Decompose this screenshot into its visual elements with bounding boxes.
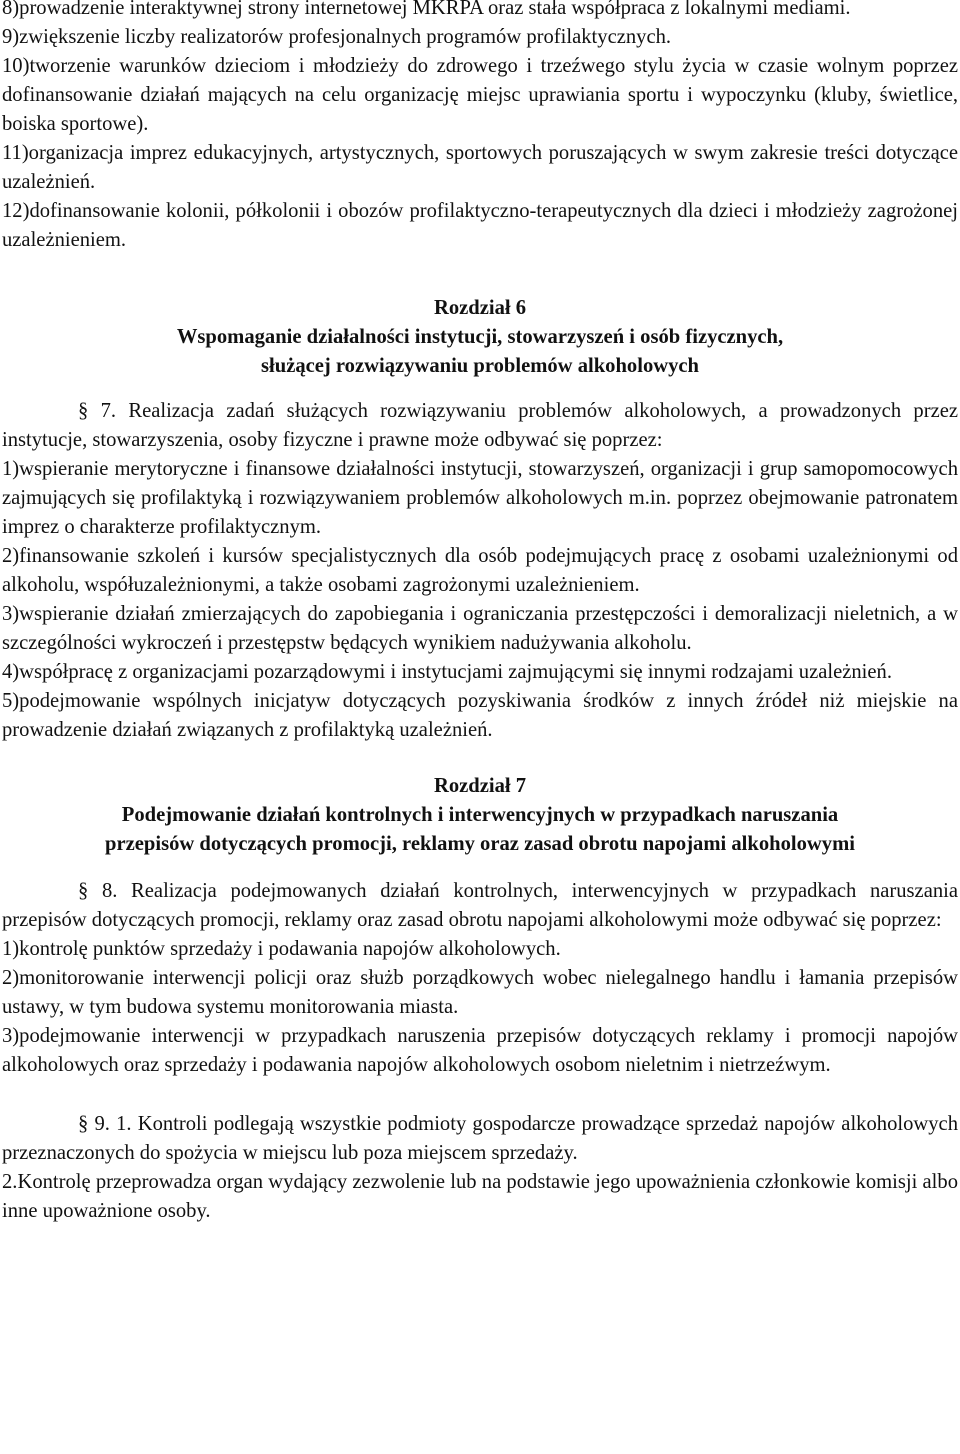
paragraph-9-item-2: 2.Kontrolę przeprowadza organ wydający zezwolenie lub na podstawie jego upoważnienia członkowie komisji albo inne upoważnione osoby. <box>2 1171 958 1222</box>
paragraph-9: § 9. 1. Kontroli podlegają wszystkie podmioty gospodarcze prowadzące sprzedaż napojów alkoholowych przeznaczonych do spożycia w miejscu lub poza miejscem sprzedaży. <box>2 1113 958 1164</box>
chapter-6-item-4: 4)współpracę z organizacjami pozarządowymi i instytucjami zajmującymi się innymi rodzajami uzależnień. <box>2 661 892 683</box>
chapter-7-title-line-2: przepisów dotyczących promocji, reklamy oraz zasad obrotu napojami alkoholowymi <box>105 833 855 855</box>
chapter-6-number: Rozdział 6 <box>433 297 527 319</box>
list-item-12: 12)dofinansowanie kolonii, półkolonii i obozów profilaktyczno-terapeutycznych dla dzieci i młodzieży zagrożonej uzależnieniem. <box>2 200 958 251</box>
chapter-7-number: Rozdział 7 <box>433 775 527 797</box>
list-item-8: 8)prowadzenie interaktywnej strony internetowej MKRPA oraz stała współpraca z lokalnymi mediami. <box>2 0 851 19</box>
list-item-11: 11)organizacja imprez edukacyjnych, artystycznych, sportowych poruszających w swym zakresie treści dotyczące uzależnień. <box>2 142 958 193</box>
chapter-6-item-5: 5)podejmowanie wspólnych inicjatyw dotyczących pozyskiwania środków z innych źródeł niż miejskie na prowadzenie działań związanych z profilaktyką uzależnień. <box>2 690 958 741</box>
list-item-10: 10)tworzenie warunków dzieciom i młodzieży do zdrowego i trzeźwego stylu życia w czasie wolnym poprzez dofinansowanie działań mających na celu organizację miejsc uprawiania sportu i wypoczynku (kluby, świetlice, boiska sportowe). <box>2 55 958 135</box>
paragraph-8: § 8. Realizacja podejmowanych działań kontrolnych, interwencyjnych w przypadkach naruszania przepisów dotyczących promocji, reklamy oraz zasad obrotu napojami alkoholowymi może odbywać się poprzez: <box>2 880 958 931</box>
paragraph-7: § 7. Realizacja zadań służących rozwiązywaniu problemów alkoholowych, a prowadzonych przez instytucje, stowarzyszenia, osoby fizyczne i prawne może odbywać się poprzez: <box>2 400 958 451</box>
chapter-7-item-3: 3)podejmowanie interwencji w przypadkach naruszenia przepisów dotyczących reklamy i promocji napojów alkoholowych oraz sprzedaży i podawania napojów alkoholowych osobom nieletnim i nietrzeźwym. <box>2 1025 958 1076</box>
chapter-6-item-1: 1)wspieranie merytoryczne i finansowe działalności instytucji, stowarzyszeń, organizacji i grup samopomocowych zajmujących się profilaktyką i rozwiązywaniem problemów alkoholowych m.in. poprzez obejmowanie patronatem imprez o charakterze profilaktycznym. <box>2 458 958 538</box>
chapter-7-item-1: 1)kontrolę punktów sprzedaży i podawania napojów alkoholowych. <box>2 938 561 960</box>
list-item-9: 9)zwiększenie liczby realizatorów profesjonalnych programów profilaktycznych. <box>2 26 672 48</box>
chapter-6-title-line-1: Wspomaganie działalności instytucji, stowarzyszeń i osób fizycznych, <box>176 326 784 348</box>
chapter-6-item-3: 3)wspieranie działań zmierzających do zapobiegania i ograniczania przestępczości i demoralizacji nieletnich, a w szczególności wykroczeń i przestępstw będących wynikiem nadużywania alkoholu. <box>2 603 958 654</box>
chapter-7-title-line-1: Podejmowanie działań kontrolnych i interwencyjnych w przypadkach naruszania <box>121 804 839 826</box>
chapter-6-title-line-2: służącej rozwiązywaniu problemów alkoholowych <box>261 355 699 377</box>
chapter-6-item-2: 2)finansowanie szkoleń i kursów specjalistycznych dla osób podejmujących pracę z osobami uzależnionymi od alkoholu, współuzależnionymi, a także osobami zagrożonymi uzależnieniem. <box>2 545 958 596</box>
chapter-7-item-2: 2)monitorowanie interwencji policji oraz służb porządkowych wobec nielegalnego handlu i łamania przepisów ustawy, w tym budowa systemu monitorowania miasta. <box>2 967 958 1018</box>
